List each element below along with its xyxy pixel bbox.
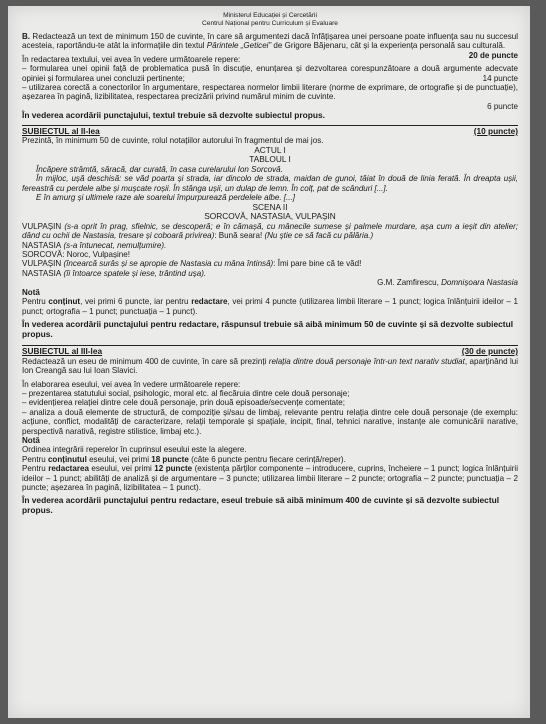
dialogue-line-5 [22,269,518,278]
subject-3-note-3 [22,464,518,492]
part-b-source-title: Părintele „Geticei” [206,41,272,51]
dialogue-line-2 [22,241,518,250]
dialogue-line-4 [22,259,518,268]
note3-b: redactarea [48,464,89,474]
part-b-note: În vederea acordării punctajului, textul trebuie să dezvolte subiectul propus. [22,110,325,121]
subject-2-final-note: În vederea acordării punctajului pentru redactare, răspunsul trebuie să aibă minimum 50 de cuvinte și să dezvolte subiectul propus. [22,318,514,339]
subject-3-item-3: – analiza a două elemente de structură, de compoziție și/sau de limbaj, relevante pentru relația dintre cele două personaje (de exemplu: acțiune, conflict, modalități de caracterizare, relații temporale și spațiale, incipit, final, tehnici narative, instanțe ale comunicării narative, perspectivă narativă, registre stilistice, limbaj etc.). [22,407,518,436]
subject-3-points: (30 de puncte) [461,346,518,357]
tableau-title: TABLOUL I [249,154,291,165]
text-source [22,278,518,287]
note-redactare-word: redactare [191,297,228,307]
note2-b: conținutul [47,454,87,464]
subject-2-task: Prezintă, în minimum 50 de cuvinte, rolul notațiilor autorului în fragmentul de mai jos. [22,136,324,146]
speaker-sorcova: SORCOVĂ [22,250,63,260]
note-text-e: , vei primi 4 puncte (utilizarea limbii literare – 1 punct; logica înlănțuirii ideilor – 1 punct; ortografia – 1 punct; punctuația – 1 punct). [22,297,518,316]
stage-direction-2: În mijloc, ușă deschisă: se văd poarta și strada, iar dincolo de strada, maidan de gunoi, tăiat în două de linia ferată. În dreapta ușii, fereastră cu perdele albe și mușcate roșii. În stânga ușii, un dulap de lemn. În colț, pat de scânduri [...]. [22,174,518,193]
subject-3-final-note: În vederea acordării punctajului pentru redactare, eseul trebuie să aibă minimum 400 de cuvinte și să dezvolte subiectul propus. [22,495,500,515]
stage-direction-3: E în amurg și ultimele raze ale soarelui împurpurează perdelele albe. [...] [36,193,295,203]
subject-3-item-2: – evidențierea relației dintre cele două personaje, prin două episoade/secvențe comentate; [22,398,345,408]
part-b-text-2: de Grigore Băjenaru, cât și la experiența personală sau culturală. [271,41,506,51]
center-name: Centrul Național pentru Curriculum și Evaluare [202,20,338,27]
note-text-a: Pentru [22,297,49,307]
subject-3-intro: În elaborarea eseului, vei avea în vedere următoarele repere: [22,379,241,389]
direction-2: (s-a întunecat, nemulțumire). [61,240,167,250]
part-b-item-1 [22,64,518,83]
note3-d: 12 puncte [154,464,193,474]
subject-3-note-1: Ordinea integrării reperelor în cuprinsul eseului este la alegere. [22,445,247,455]
act-title: ACTUL I [254,144,286,155]
source-author: G.M. Zamfirescu, [377,278,442,288]
speech-4: : Îmi pare bine că te văd! [273,259,362,269]
source-work: Domnișoara Nastasia [441,278,518,288]
subject-2-heading [22,125,518,137]
part-b-points: 20 de puncte [468,50,518,60]
task-italic: relația dintre două personaje într-un text narativ studiat [268,356,465,366]
task-text-1: Redactează un eseu de minimum 400 de cuvinte, în care să prezinți [22,356,269,366]
speaker-nastasia-2: NASTASIA [22,268,62,278]
direction-1: (s-a oprit în prag, sfielnic, se descoperă; e în cămașă, cu mânecile sumese și palmele murdare, așa cum a ieșit din atelier; dând cu ochii de Nastasia, tresare și coboară privirea) [22,221,518,241]
part-b-item-2: – utilizarea corectă a conectorilor în argumentare, respectarea normelor limbii literare (norme de exprimare, de ortografie și de punctuație), așezarea în pagină, lizibilitatea, respectarea precizării privind numărul minim de cuvinte. [22,83,518,102]
part-b-text-1: Redactează un text de minimum 150 de cuvinte, în care să argumentezi dacă înfățișarea unei persoane poate influența sau nu succesul acesteia, raportându-te atât la informațiile din textul [22,32,518,51]
note-content-word: conținut [48,297,81,307]
speaker-vulpasin: VULPAȘIN [22,221,62,231]
speech-3: : Noroc, Vulpașine! [62,250,130,260]
part-b-intro: În redactarea textului, vei avea în vedere următoarele repere: [22,54,241,64]
note3-a: Pentru [22,464,49,474]
note2-d: 18 puncte [151,454,189,464]
dialogue-line-3 [22,250,518,259]
note2-e: (câte 6 puncte pentru fiecare cerință/reper). [188,454,346,464]
part-b-item-2-points: 6 puncte [487,101,518,111]
task-text-2: , aparținând lui Ion Creangă sau lui Ioan Slavici. [22,356,519,376]
subject-3-heading [22,345,518,357]
speaker-vulpasin-2: VULPAȘIN [22,259,62,269]
subject-3-note-2 [22,455,518,464]
speech-1: : Bună seara! [214,231,265,241]
part-b-label: B. [22,32,31,41]
subject-3-note-title: Notă [22,435,40,445]
speaker-nastasia: NASTASIA [22,240,62,250]
scene-characters: SORCOVĂ, NASTASIA, VULPAȘIN [204,211,336,222]
note3-c: eseului, vei primi [88,464,155,474]
direction-4: (încearcă surâs și se apropie de Nastasia cu mâna întinsă) [61,259,274,269]
stage-direction-1: Încăpere strâmtă, săracă, dar curată, în casa curelarului Ion Sorcovă. [36,165,283,175]
subject-2-points: (10 puncte) [473,125,518,136]
page-header [22,12,518,28]
direction-1-tail: (Nu știe ce să facă cu pălăria.) [264,231,374,241]
subject-3-task [22,357,518,376]
subject-2-note-title: Notă [22,287,40,297]
page-content [22,12,518,516]
subject-3-title: SUBIECTUL al III-lea [22,346,103,357]
dialogue-line-1 [22,222,518,241]
exam-page [8,6,530,718]
note2-a: Pentru [22,454,48,464]
subject-2-note [22,297,518,316]
note2-c: eseului, vei primi [86,454,152,464]
scene-title: SCENA II [252,201,288,212]
direction-5: (îi întoarce spatele și iese, trântind ușa). [61,268,207,278]
part-b-item-1-text: – formularea unei opinii față de problematica pusă în discuție, enunțarea și dezvoltarea corespunzătoare a două argumente adecvate opiniei și formularea unei concluzii pertinente; [22,64,518,83]
note-text-c: , vei primi 6 puncte, iar pentru [80,297,192,307]
note3-e: (existența părților componente – introducere, cuprins, încheiere – 1 punct; logica înlănțuirii ideilor – 1 punct; abilități de analiză și de argumentare – 3 puncte; utilizarea limbii literare – 2 puncte; ortografia – 2 puncte; punctuația – 2 puncte; așezarea în pagină, lizibilitatea – 1 punct). [22,464,518,492]
ministry-name: Ministerul Educației și Cercetării [223,12,317,19]
part-b-item-1-points: 14 puncte [482,73,518,83]
subject-2-title: SUBIECTUL al II-lea [22,125,100,136]
subject-3-item-1: – prezentarea statutului social, psihologic, moral etc. al fiecăruia dintre cele două personaje; [22,388,350,398]
